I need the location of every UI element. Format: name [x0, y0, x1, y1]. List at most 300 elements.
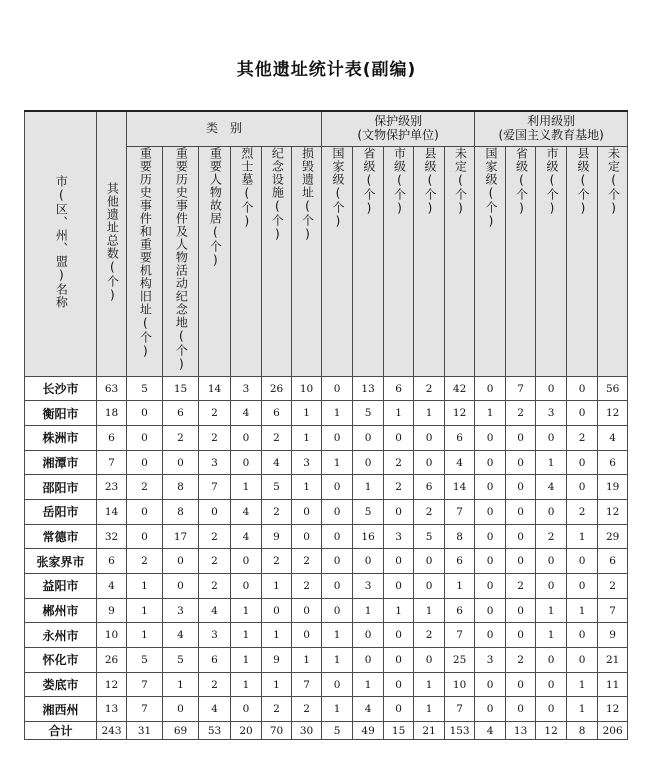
cell-value: 0	[322, 426, 353, 451]
table-row	[25, 426, 628, 451]
cell-value: 6	[97, 426, 127, 451]
cell-value: 0	[414, 574, 445, 599]
table-row	[25, 376, 628, 401]
cell-value: 1	[322, 697, 353, 722]
cell-value: 5	[127, 376, 163, 401]
city-name: 怀化市	[25, 648, 97, 673]
header-protection-level-2	[384, 147, 414, 377]
cell-value: 26	[262, 376, 292, 401]
cell-value: 1	[414, 598, 445, 623]
cell-value: 2	[506, 574, 536, 599]
cell-value: 13	[97, 697, 127, 722]
city-name: 湘西州	[25, 697, 97, 722]
total-value: 5	[322, 722, 353, 740]
table-row	[25, 450, 628, 475]
cell-value: 0	[475, 450, 506, 475]
header-protection-level-2-label: 市级(个)	[392, 147, 407, 216]
cell-value: 0	[353, 648, 384, 673]
cell-value: 0	[384, 549, 414, 574]
cell-value: 0	[384, 697, 414, 722]
cell-value: 0	[163, 697, 199, 722]
cell-value: 2	[262, 426, 292, 451]
cell-value: 0	[475, 574, 506, 599]
cell-value: 4	[231, 524, 262, 549]
cell-value: 1	[231, 623, 262, 648]
cell-value: 2	[292, 574, 322, 599]
cell-value: 5	[163, 648, 199, 673]
cell-value: 0	[567, 376, 598, 401]
cell-value: 2	[567, 500, 598, 525]
cell-value: 10	[97, 623, 127, 648]
header-total	[97, 111, 127, 376]
city-name: 永州市	[25, 623, 97, 648]
cell-value: 32	[97, 524, 127, 549]
cell-value: 14	[97, 500, 127, 525]
cell-value: 5	[414, 524, 445, 549]
cell-value: 6	[384, 376, 414, 401]
header-category-2-label: 重要人物故居(个)	[208, 147, 223, 268]
city-name: 益阳市	[25, 574, 97, 599]
cell-value: 29	[598, 524, 628, 549]
cell-value: 25	[445, 648, 475, 673]
cell-value: 1	[322, 450, 353, 475]
cell-value: 0	[536, 574, 567, 599]
cell-value: 0	[414, 450, 445, 475]
cell-value: 2	[536, 524, 567, 549]
cell-value: 0	[506, 672, 536, 697]
cell-value: 0	[199, 500, 231, 525]
cell-value: 6	[598, 450, 628, 475]
cell-value: 7	[292, 672, 322, 697]
cell-value: 2	[414, 376, 445, 401]
cell-value: 13	[353, 376, 384, 401]
header-category-5-label: 损毁遗址(个)	[300, 147, 315, 242]
cell-value: 0	[322, 376, 353, 401]
cell-value: 12	[598, 401, 628, 426]
cell-value: 0	[567, 475, 598, 500]
cell-value: 2	[262, 697, 292, 722]
cell-value: 0	[475, 524, 506, 549]
cell-value: 6	[199, 648, 231, 673]
city-name: 邵阳市	[25, 475, 97, 500]
cell-value: 0	[322, 524, 353, 549]
header-city	[25, 111, 97, 376]
table-header	[25, 111, 628, 376]
cell-value: 0	[567, 401, 598, 426]
cell-value: 1	[445, 574, 475, 599]
header-utilization-level-1-label: 省级(个)	[514, 147, 529, 216]
cell-value: 1	[414, 401, 445, 426]
cell-value: 0	[536, 697, 567, 722]
cell-value: 6	[163, 401, 199, 426]
cell-value: 0	[475, 475, 506, 500]
cell-value: 3	[231, 376, 262, 401]
cell-value: 2	[163, 426, 199, 451]
cell-value: 2	[506, 648, 536, 673]
cell-value: 6	[445, 426, 475, 451]
cell-value: 3	[384, 524, 414, 549]
total-value: 69	[163, 722, 199, 740]
header-utilization-level-2-label: 市级(个)	[545, 147, 559, 216]
total-value: 20	[231, 722, 262, 740]
cell-value: 1	[353, 598, 384, 623]
header-utilization-group: 利用级别 (爱国主义教育基地)	[475, 111, 628, 147]
cell-value: 1	[567, 672, 598, 697]
cell-value: 6	[598, 549, 628, 574]
cell-value: 3	[353, 574, 384, 599]
cell-value: 6	[262, 401, 292, 426]
cell-value: 0	[322, 475, 353, 500]
cell-value: 2	[292, 549, 322, 574]
cell-value: 1	[414, 697, 445, 722]
cell-value: 1	[231, 475, 262, 500]
cell-value: 1	[292, 426, 322, 451]
cell-value: 1	[127, 623, 163, 648]
city-name: 衡阳市	[25, 401, 97, 426]
cell-value: 10	[292, 376, 322, 401]
header-category-4	[262, 147, 292, 377]
cell-value: 0	[414, 648, 445, 673]
header-protection-level-0-label: 国家级(个)	[330, 147, 345, 229]
table-footer	[25, 722, 628, 740]
total-value: 53	[199, 722, 231, 740]
cell-value: 0	[475, 426, 506, 451]
cell-value: 3	[199, 450, 231, 475]
cell-value: 2	[414, 500, 445, 525]
header-protection-level-1-label: 省级(个)	[361, 147, 376, 216]
cell-value: 0	[506, 524, 536, 549]
header-utilization-level-1	[506, 147, 536, 377]
header-protection-level-4	[445, 147, 475, 377]
cell-value: 0	[292, 524, 322, 549]
cell-value: 1	[292, 475, 322, 500]
cell-value: 7	[445, 623, 475, 648]
cell-value: 0	[567, 648, 598, 673]
header-protection-group: 保护级别 (文物保护单位)	[322, 111, 475, 147]
header-utilization-level-3	[567, 147, 598, 377]
cell-value: 4	[199, 598, 231, 623]
cell-value: 0	[231, 426, 262, 451]
header-category-3-label: 烈士墓(个)	[239, 147, 254, 229]
total-value: 49	[353, 722, 384, 740]
cell-value: 0	[353, 623, 384, 648]
cell-value: 5	[353, 401, 384, 426]
cell-value: 9	[262, 524, 292, 549]
cell-value: 5	[262, 475, 292, 500]
cell-value: 5	[127, 648, 163, 673]
cell-value: 2	[199, 401, 231, 426]
cell-value: 2	[127, 475, 163, 500]
cell-value: 7	[97, 450, 127, 475]
cell-value: 8	[163, 500, 199, 525]
cell-value: 2	[384, 475, 414, 500]
cell-value: 7	[127, 697, 163, 722]
header-category-0-label: 重要历史事件和重要机构旧址(个)	[138, 147, 153, 359]
cell-value: 2	[199, 549, 231, 574]
cell-value: 7	[199, 475, 231, 500]
header-utilization-level-4-label: 未定(个)	[606, 147, 621, 216]
cell-value: 0	[353, 549, 384, 574]
city-name: 常德市	[25, 524, 97, 549]
cell-value: 1	[384, 598, 414, 623]
total-value: 153	[445, 722, 475, 740]
cell-value: 12	[445, 401, 475, 426]
cell-value: 1	[536, 623, 567, 648]
cell-value: 1	[231, 648, 262, 673]
header-category-0	[127, 147, 163, 377]
city-name: 岳阳市	[25, 500, 97, 525]
cell-value: 1	[536, 450, 567, 475]
cell-value: 42	[445, 376, 475, 401]
cell-value: 0	[506, 500, 536, 525]
cell-value: 0	[475, 598, 506, 623]
cell-value: 4	[445, 450, 475, 475]
cell-value: 0	[163, 450, 199, 475]
cell-value: 0	[475, 623, 506, 648]
cell-value: 0	[292, 598, 322, 623]
cell-value: 18	[97, 401, 127, 426]
cell-value: 0	[536, 376, 567, 401]
cell-value: 3	[536, 401, 567, 426]
cell-value: 1	[353, 475, 384, 500]
cell-value: 0	[384, 648, 414, 673]
cell-value: 0	[163, 549, 199, 574]
cell-value: 0	[536, 500, 567, 525]
header-utilization-level-4	[598, 147, 628, 377]
cell-value: 11	[598, 672, 628, 697]
cell-value: 0	[322, 598, 353, 623]
table-row	[25, 401, 628, 426]
page-title: 其他遗址统计表(副编)	[236, 60, 417, 80]
cell-value: 1	[163, 672, 199, 697]
cell-value: 0	[127, 401, 163, 426]
table-row	[25, 500, 628, 525]
cell-value: 7	[506, 376, 536, 401]
total-value: 21	[414, 722, 445, 740]
cell-value: 3	[199, 623, 231, 648]
cell-value: 15	[163, 376, 199, 401]
cell-value: 0	[384, 574, 414, 599]
table-row	[25, 648, 628, 673]
header-utilization-level-0-label: 国家级(个)	[484, 147, 498, 229]
cell-value: 2	[199, 524, 231, 549]
cell-value: 26	[97, 648, 127, 673]
total-row	[25, 722, 628, 740]
cell-value: 0	[322, 574, 353, 599]
cell-value: 21	[598, 648, 628, 673]
cell-value: 1	[231, 598, 262, 623]
total-value: 12	[536, 722, 567, 740]
total-label: 合计	[25, 722, 97, 740]
cell-value: 0	[567, 450, 598, 475]
cell-value: 2	[506, 401, 536, 426]
cell-value: 19	[598, 475, 628, 500]
cell-value: 0	[506, 598, 536, 623]
cell-value: 1	[231, 672, 262, 697]
cell-value: 0	[384, 672, 414, 697]
cell-value: 4	[231, 401, 262, 426]
cell-value: 9	[262, 648, 292, 673]
cell-value: 6	[414, 475, 445, 500]
table-row	[25, 672, 628, 697]
cell-value: 2	[262, 549, 292, 574]
cell-value: 0	[536, 549, 567, 574]
cell-value: 56	[598, 376, 628, 401]
cell-value: 1	[567, 524, 598, 549]
cell-value: 0	[353, 426, 384, 451]
cell-value: 0	[506, 450, 536, 475]
cell-value: 0	[506, 697, 536, 722]
cell-value: 0	[231, 697, 262, 722]
cell-value: 4	[262, 450, 292, 475]
cell-value: 0	[475, 376, 506, 401]
cell-value: 1	[262, 623, 292, 648]
cell-value: 0	[127, 450, 163, 475]
total-value: 31	[127, 722, 163, 740]
table-row	[25, 598, 628, 623]
header-category-4-label: 纪念设施(个)	[270, 147, 285, 242]
cell-value: 2	[292, 697, 322, 722]
cell-value: 0	[127, 524, 163, 549]
cell-value: 63	[97, 376, 127, 401]
cell-value: 7	[598, 598, 628, 623]
cell-value: 2	[384, 450, 414, 475]
cell-value: 2	[199, 426, 231, 451]
cell-value: 14	[445, 475, 475, 500]
total-value: 8	[567, 722, 598, 740]
city-name: 长沙市	[25, 376, 97, 401]
cell-value: 4	[163, 623, 199, 648]
total-value: 13	[506, 722, 536, 740]
total-value: 30	[292, 722, 322, 740]
cell-value: 1	[262, 672, 292, 697]
cell-value: 1	[353, 672, 384, 697]
table-body	[25, 376, 628, 721]
cell-value: 0	[506, 623, 536, 648]
cell-value: 0	[127, 500, 163, 525]
cell-value: 4	[353, 697, 384, 722]
header-protection-level-3-label: 县级(个)	[422, 147, 437, 216]
header-category-group: 类 别	[127, 111, 322, 147]
cell-value: 2	[262, 500, 292, 525]
cell-value: 0	[231, 574, 262, 599]
header-utilization-level-3-label: 县级(个)	[576, 147, 590, 216]
cell-value: 1	[292, 648, 322, 673]
cell-value: 2	[414, 623, 445, 648]
cell-value: 0	[262, 598, 292, 623]
cell-value: 0	[414, 426, 445, 451]
header-category-3	[231, 147, 262, 377]
cell-value: 1	[475, 401, 506, 426]
cell-value: 0	[127, 426, 163, 451]
cell-value: 6	[97, 549, 127, 574]
cell-value: 0	[292, 500, 322, 525]
cell-value: 0	[292, 623, 322, 648]
city-name: 张家界市	[25, 549, 97, 574]
cell-value: 4	[97, 574, 127, 599]
city-name: 娄底市	[25, 672, 97, 697]
cell-value: 1	[384, 401, 414, 426]
cell-value: 0	[567, 623, 598, 648]
cell-value: 0	[384, 500, 414, 525]
statistics-table	[24, 110, 628, 740]
cell-value: 5	[353, 500, 384, 525]
cell-value: 3	[163, 598, 199, 623]
cell-value: 0	[384, 426, 414, 451]
cell-value: 0	[231, 450, 262, 475]
cell-value: 2	[199, 672, 231, 697]
cell-value: 1	[322, 401, 353, 426]
cell-value: 6	[445, 598, 475, 623]
cell-value: 1	[322, 648, 353, 673]
cell-value: 3	[475, 648, 506, 673]
header-city-label: 市(区、州、盟)名称	[54, 175, 69, 309]
cell-value: 6	[445, 549, 475, 574]
cell-value: 0	[384, 623, 414, 648]
cell-value: 4	[231, 500, 262, 525]
cell-value: 8	[445, 524, 475, 549]
cell-value: 23	[97, 475, 127, 500]
cell-value: 0	[322, 672, 353, 697]
table-row	[25, 475, 628, 500]
cell-value: 0	[475, 549, 506, 574]
cell-value: 0	[163, 574, 199, 599]
cell-value: 7	[445, 697, 475, 722]
cell-value: 1	[322, 623, 353, 648]
cell-value: 0	[475, 672, 506, 697]
cell-value: 14	[199, 376, 231, 401]
cell-value: 10	[445, 672, 475, 697]
cell-value: 0	[536, 426, 567, 451]
cell-value: 0	[567, 549, 598, 574]
header-category-5	[292, 147, 322, 377]
cell-value: 12	[598, 500, 628, 525]
cell-value: 0	[506, 475, 536, 500]
cell-value: 0	[536, 672, 567, 697]
header-protection-level-1	[353, 147, 384, 377]
cell-value: 0	[231, 549, 262, 574]
city-name: 株洲市	[25, 426, 97, 451]
table-row	[25, 524, 628, 549]
cell-value: 7	[127, 672, 163, 697]
cell-value: 1	[262, 574, 292, 599]
header-total-label: 其他遗址总数(个)	[105, 181, 120, 303]
cell-value: 1	[127, 598, 163, 623]
header-protection-level-0	[322, 147, 353, 377]
cell-value: 2	[598, 574, 628, 599]
table-row	[25, 549, 628, 574]
cell-value: 0	[353, 450, 384, 475]
cell-value: 4	[199, 697, 231, 722]
cell-value: 0	[475, 500, 506, 525]
cell-value: 4	[598, 426, 628, 451]
table-row	[25, 574, 628, 599]
cell-value: 2	[567, 426, 598, 451]
header-category-1	[163, 147, 199, 377]
cell-value: 1	[567, 697, 598, 722]
cell-value: 1	[414, 672, 445, 697]
cell-value: 1	[292, 401, 322, 426]
table-row	[25, 697, 628, 722]
cell-value: 1	[127, 574, 163, 599]
cell-value: 0	[567, 574, 598, 599]
total-value: 15	[384, 722, 414, 740]
cell-value: 9	[97, 598, 127, 623]
table-row	[25, 623, 628, 648]
cell-value: 0	[322, 500, 353, 525]
cell-value: 8	[163, 475, 199, 500]
cell-value: 16	[353, 524, 384, 549]
